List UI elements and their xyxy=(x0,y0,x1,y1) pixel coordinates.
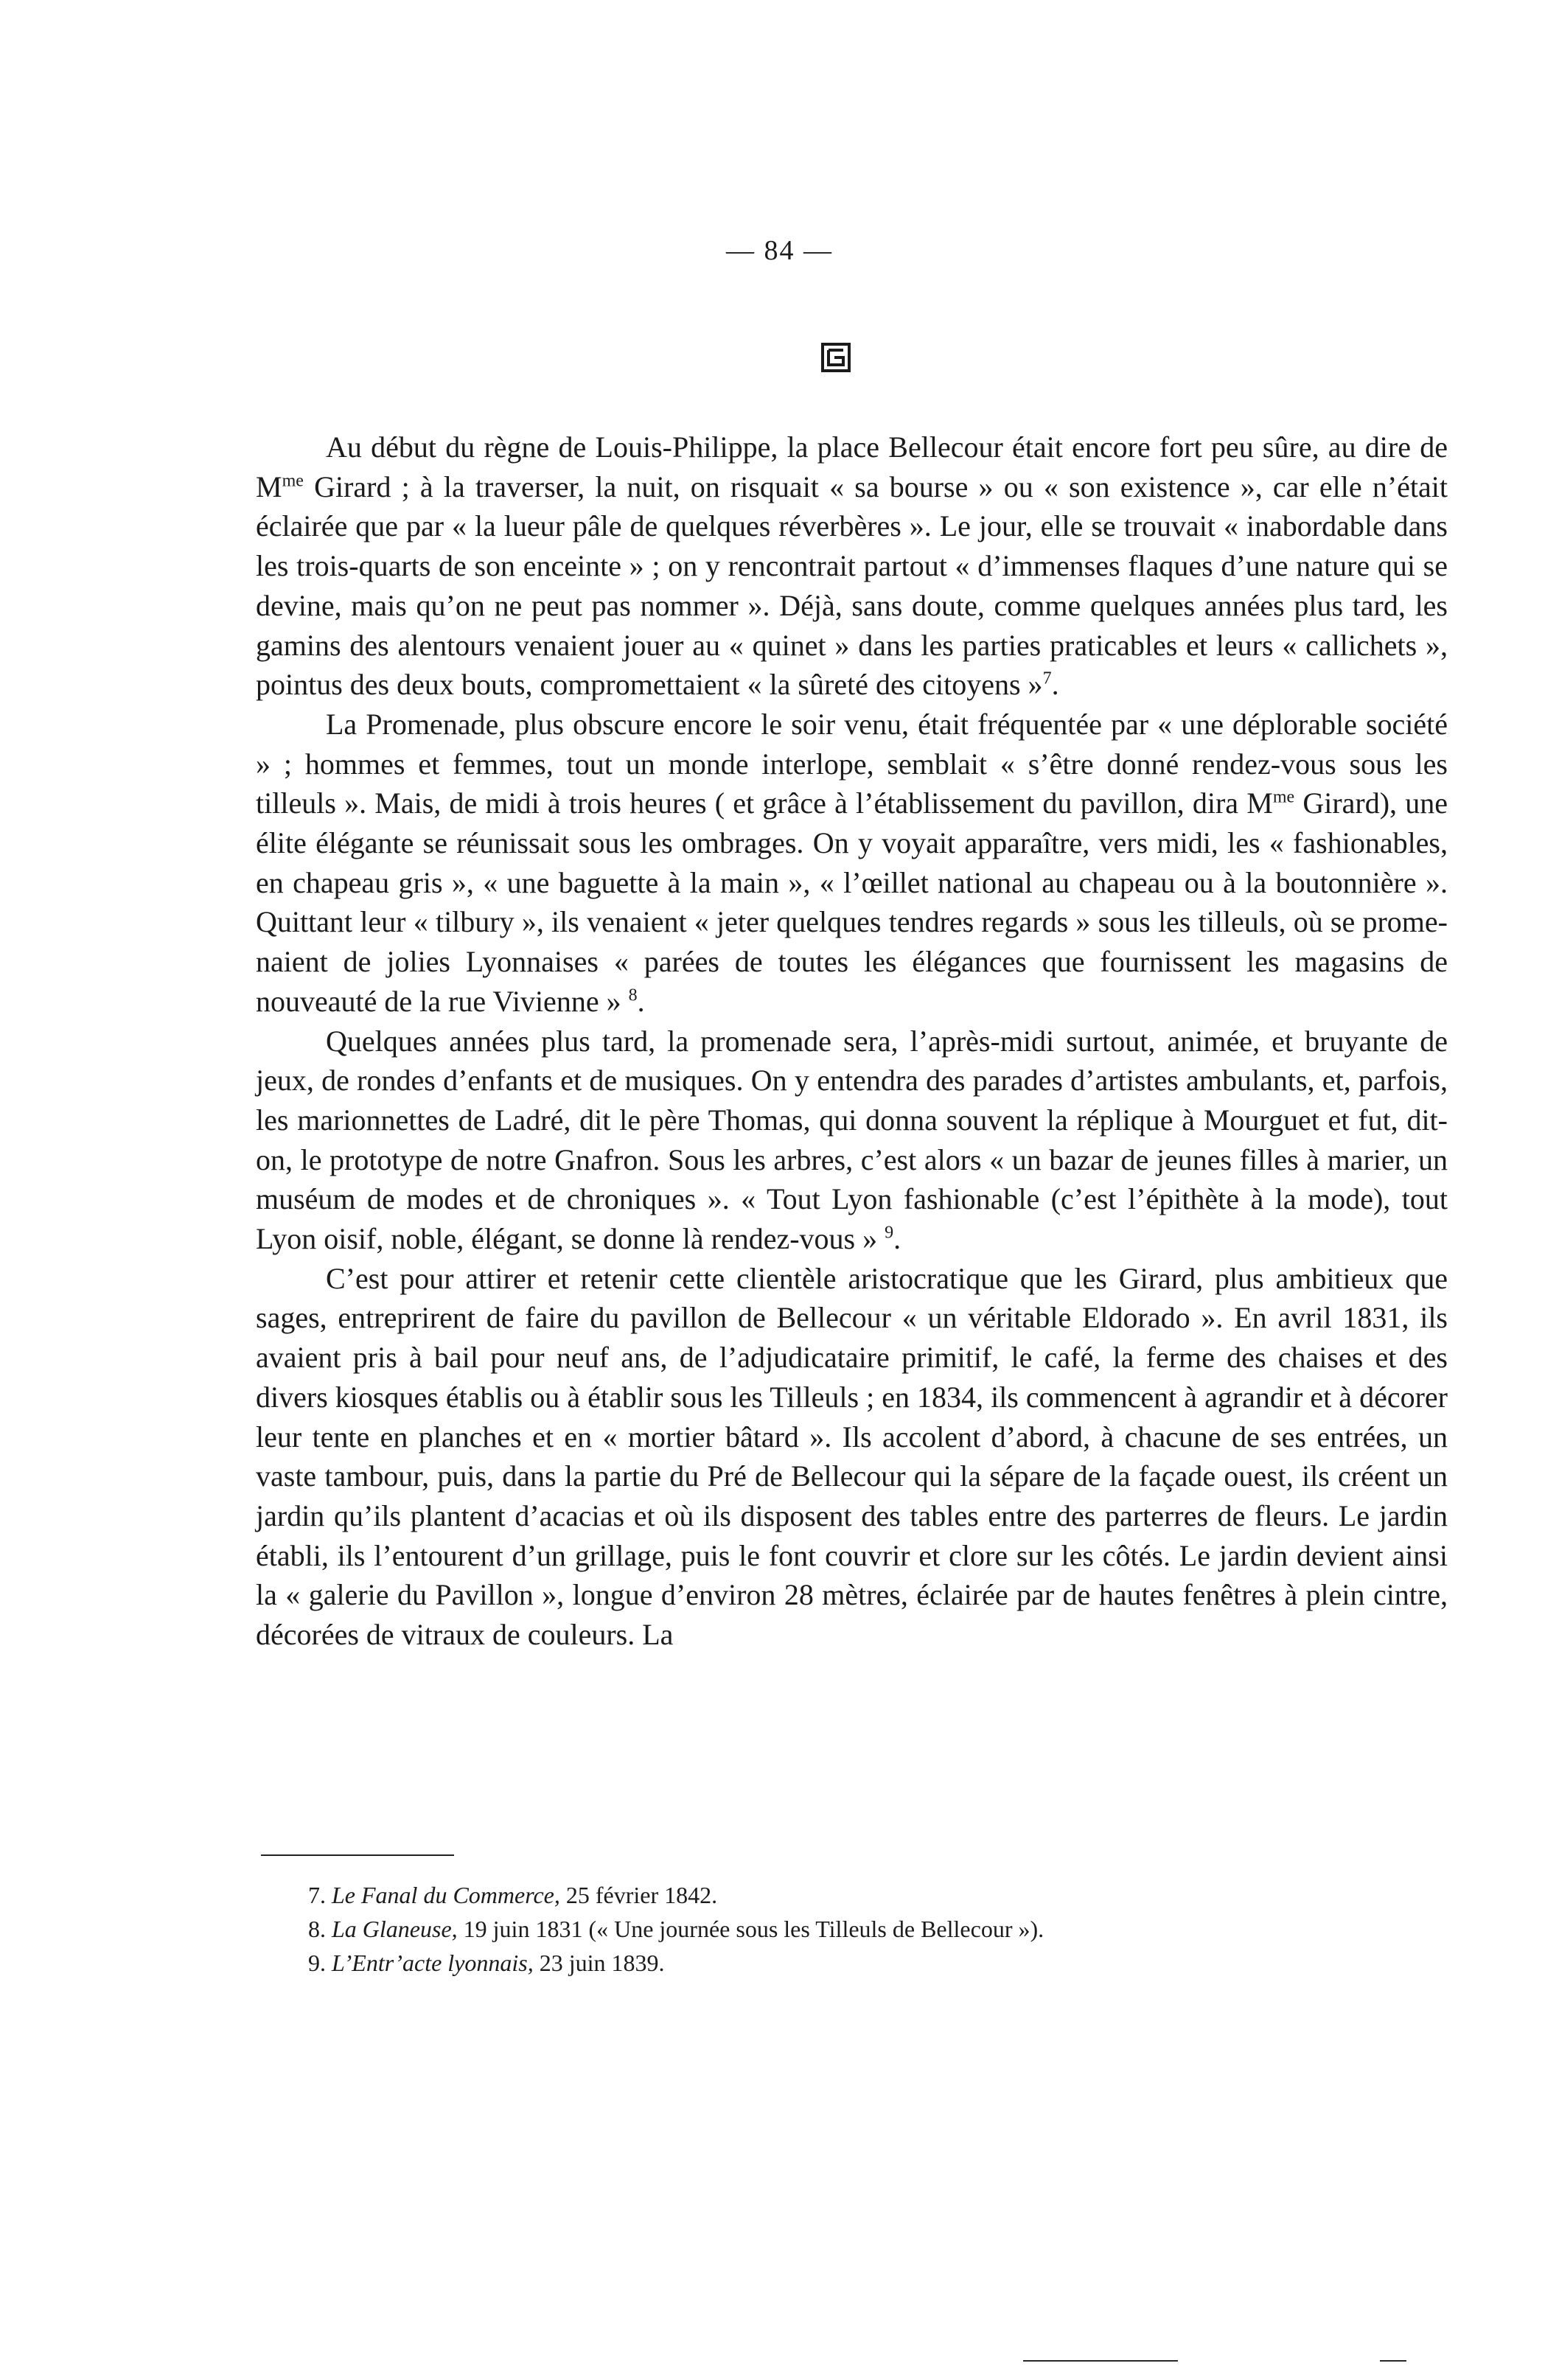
paragraph xyxy=(256,1259,1448,1655)
footnote-ref: 9 xyxy=(885,1223,894,1243)
footnote-text: 19 juin 1831 (« Une journée sous les Tilleuls de Bellecour »). xyxy=(457,1916,1044,1942)
paragraph-text: Quelques années plus tard, la promenade sera, l’après-midi surtout, animée, et bruyante de jeux, de rondes d’enfants et de musiques. On y entendra des parades d’artistes ambulants, et, parfois, les marionnettes de Ladré, dit le père Thomas, qui donna souvent la réplique à Mourguet et fut, dit-on, le prototype de notre Gnafron. Sous les arbres, c’est alors « un bazar de jeunes filles à marier, un muséum de modes et de chroniques ». « Tout Lyon fashionable (c’est l’épithète à la mode), tout Lyon oisif, noble, élégant, se donne là rendez-vous » xyxy=(256,1024,1448,1256)
chapter-break-ornament-icon xyxy=(821,343,851,372)
paragraph-text: La Promenade, plus obscure encore le soir venu, était fréquentée par « une déplorable société » ; hommes et femmes, tout un monde interlope, semblait « s’être donné rendez-vous sous les tilleuls ». Mais, de midi à trois heures ( et grâce à l’établissement du pavillon, dira M xyxy=(256,707,1448,820)
footnote-text: 25 février 1842. xyxy=(559,1882,718,1908)
footnote-ref: 7 xyxy=(1042,669,1052,688)
footnote-source: Le Fanal du Commerce, xyxy=(332,1882,560,1908)
scan-mark xyxy=(1023,2360,1178,2362)
paragraph xyxy=(256,428,1448,705)
footnote-source: La Glaneuse, xyxy=(332,1916,458,1942)
paragraph-text: . xyxy=(637,984,645,1018)
superscript: me xyxy=(1272,788,1295,807)
paragraph xyxy=(256,705,1448,1022)
footnote-number: 9. xyxy=(308,1950,326,1976)
paragraph-text: C’est pour attirer et retenir cette clientèle aristocratique que les Girard, plus ambitieux que sages, entreprirent de faire du pavillon de Bellecour « un véritable Eldorado ». En avril 1831, ils avaient pris à bail pour neuf ans, de l’adjudicataire primitif, le café, la ferme des chaises et des divers kiosques établis ou à établir sous les Tilleuls ; en 1834, ils commencent à agrandir et à décorer leur tente en planches et en « mortier bâtard ». Ils accolent d’abord, à chacune de ses entrées, un vaste tambour, puis, dans la partie du Pré de Bellecour qui la sépare de la façade ouest, ils créent un jardin qu’ils plantent d’acacias et où ils disposent des tables entre des parterres de fleurs. Le jardin établi, ils l’entourent d’un grillage, puis le font couvrir et clore sur les côtés. Le jardin devient ainsi la « galerie du Pavillon », longue d’environ 28 mètres, éclairée par de hautes fenêtres à plein cintre, décorées de vitraux de couleurs. La xyxy=(256,1261,1448,1652)
footnote-text: 23 juin 1839. xyxy=(533,1950,665,1976)
paragraph-text: Girard ; à la traverser, la nuit, on risquait « sa bourse » ou « son existence », car elle n’était éclairée que par « la lueur pâle de quelques réverbères ». Le jour, elle se trouvait « inabordable dans les trois-quarts de son enceinte » ; on y rencontrait partout « d’immenses flaques d’une nature qui se devine, mais qu’on ne peut pas nommer ». Déjà, sans doute, comme quelques années plus tard, les gamins des alentours venaient jouer au « quinet » dans les parties praticables et leurs « callichets », pointus des deux bouts, compromettaient « la sûreté des citoyens » xyxy=(256,470,1448,702)
footnote-number: 8. xyxy=(308,1916,326,1942)
paragraph-text: . xyxy=(893,1222,901,1256)
page-number: — 84 — xyxy=(726,235,833,266)
paragraph xyxy=(256,1022,1448,1259)
paragraph-text: Girard), une élite élégante se réunissait sous les ombrages. On y voyait apparaître, vers midi, les « fashionables, en chapeau gris », « une baguette à la main », « l’œillet national au chapeau ou à la boutonnière ». Quittant leur « tilbury », ils venaient « jeter quelques tendres regards » sous les tilleuls, où se promenaient de jolies Lyonnaises « parées de toutes les élégances que fournissent les magasins de nouveauté de la rue Vivienne » xyxy=(256,786,1448,1018)
footnote-number: 7. xyxy=(308,1882,326,1908)
paragraph-text: Au début du règne de Louis-Philippe, la place Bellecour était encore fort peu sûre, au dire de M xyxy=(256,430,1448,503)
footnote-ref: 8 xyxy=(628,985,638,1005)
paragraph-text: . xyxy=(1051,668,1059,702)
footnote-source: L’Entr’acte lyonnais, xyxy=(332,1950,534,1976)
footnotes xyxy=(308,1878,1429,1980)
footnote xyxy=(308,1946,1429,1980)
superscript: me xyxy=(282,471,304,491)
body-text xyxy=(256,428,1448,1655)
scan-mark xyxy=(1380,2360,1406,2362)
footnote xyxy=(308,1878,1429,1912)
footnote-divider xyxy=(261,1854,454,1856)
footnote xyxy=(308,1912,1429,1946)
